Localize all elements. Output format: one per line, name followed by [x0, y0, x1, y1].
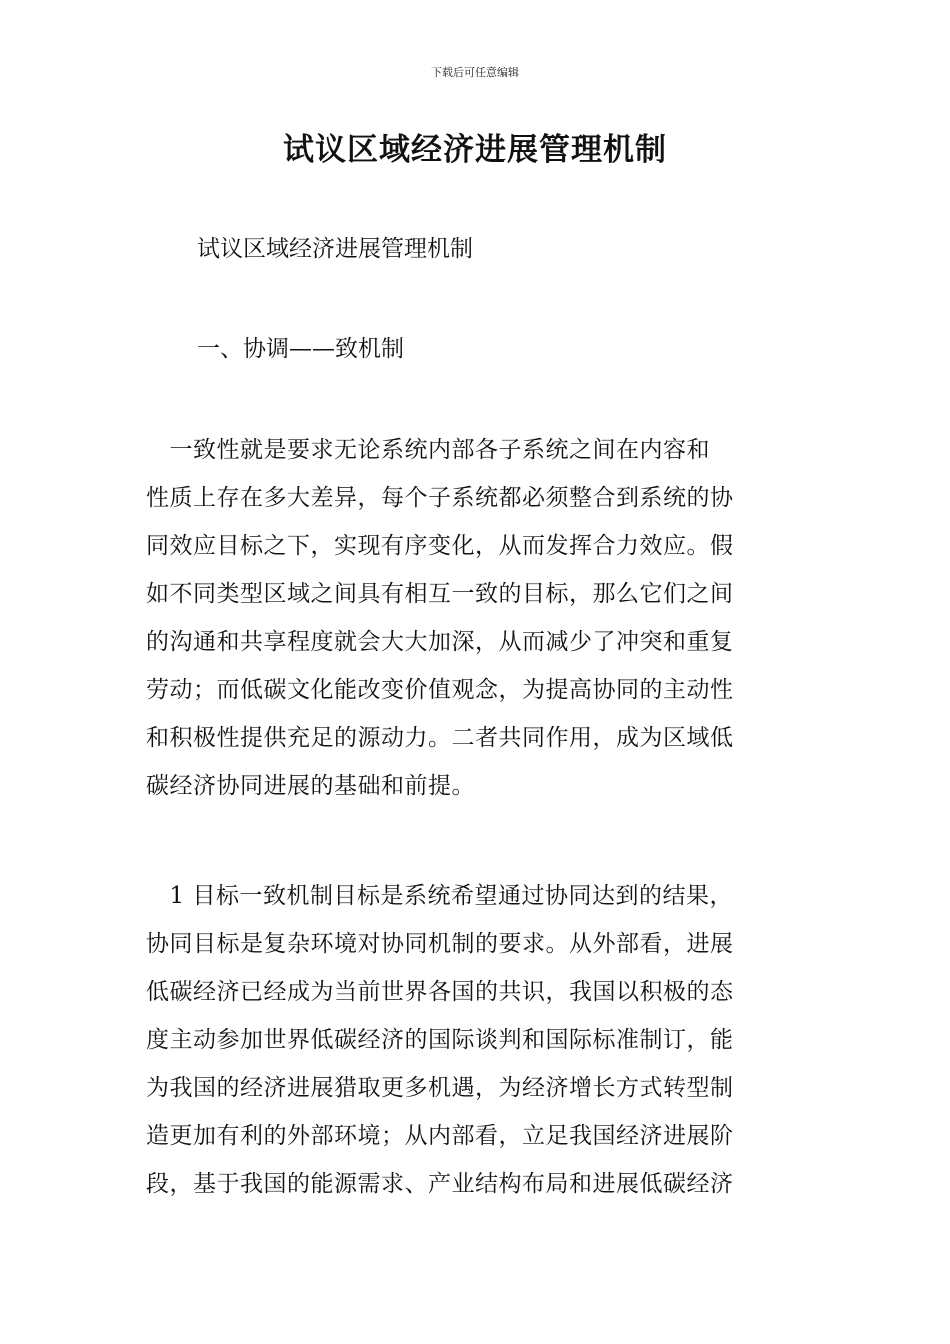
header-note: 下载后可任意编辑	[431, 66, 519, 79]
document-title: 试议区域经济进展管理机制	[283, 132, 667, 168]
paragraph-1-line-1: 一致性就是要求无论系统内部各子系统之间在内容和	[146, 437, 710, 463]
paragraph-1-line-6: 劳动；而低碳文化能改变价值观念，为提高协同的主动性	[146, 677, 734, 703]
paragraph-2-line-5: 为我国的经济进展猎取更多机遇，为经济增长方式转型制	[146, 1075, 734, 1101]
paragraph-2-line-1: 1 目标一致机制目标是系统希望通过协同达到的结果，	[146, 883, 733, 909]
document-subtitle: 试议区域经济进展管理机制	[197, 236, 473, 262]
paragraph-1	[146, 426, 810, 810]
paragraph-2-line-4: 度主动参加世界低碳经济的国际谈判和国际标准制订，能	[146, 1027, 734, 1053]
paragraph-2-line-2: 协同目标是复杂环境对协同机制的要求。从外部看，进展	[146, 931, 734, 957]
paragraph-2-line-6: 造更加有利的外部环境；从内部看，立足我国经济进展阶	[146, 1123, 734, 1149]
paragraph-2-line-7: 段，基于我国的能源需求、产业结构布局和进展低碳经济	[146, 1171, 734, 1197]
paragraph-1-line-5: 的沟通和共享程度就会大大加深，从而减少了冲突和重复	[146, 629, 734, 655]
paragraph-1-line-3: 同效应目标之下，实现有序变化，从而发挥合力效应。假	[146, 533, 734, 559]
section-heading: 一、协调——致机制	[197, 336, 404, 362]
paragraph-1-line-2: 性质上存在多大差异，每个子系统都必须整合到系统的协	[146, 485, 734, 511]
paragraph-1-line-7: 和积极性提供充足的源动力。二者共同作用，成为区域低	[146, 725, 734, 751]
paragraph-2-line-3: 低碳经济已经成为当前世界各国的共识，我国以积极的态	[146, 979, 734, 1005]
paragraph-1-line-8: 碳经济协同进展的基础和前提。	[146, 773, 475, 799]
paragraph-1-line-4: 如不同类型区域之间具有相互一致的目标，那么它们之间	[146, 581, 734, 607]
paragraph-2	[146, 872, 810, 1208]
